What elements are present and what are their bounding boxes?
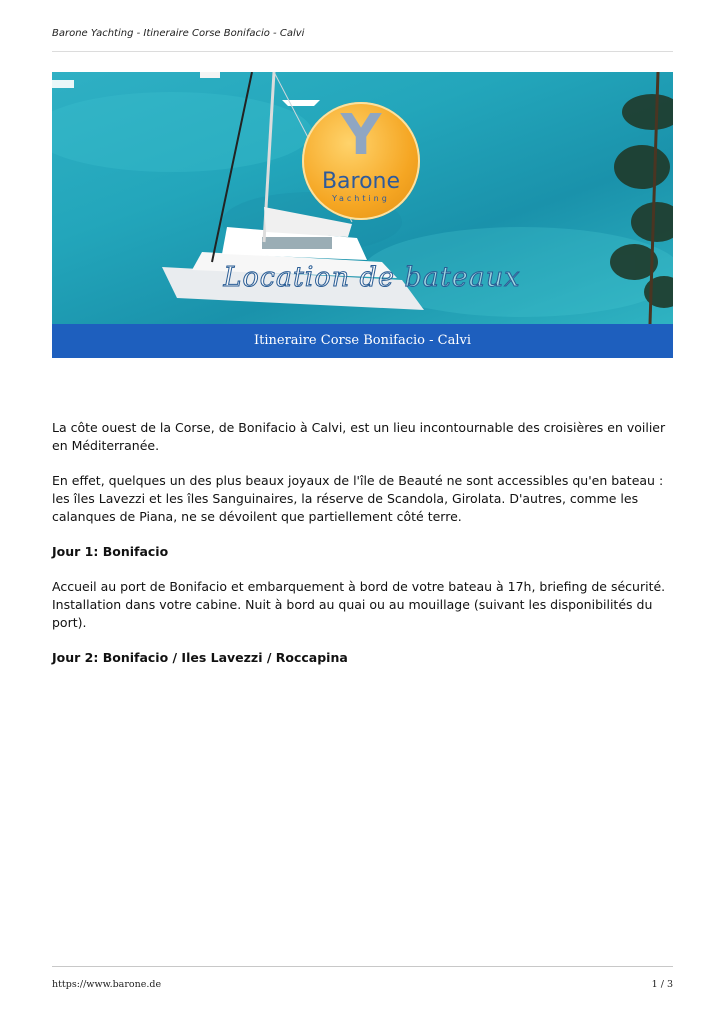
description-paragraph: En effet, quelques un des plus beaux joyaux de l'île de Beauté ne sont accessibles qu'en bateau : les îles Lavezzi et les îles Sanguinaires, la réserve de Scandola, Girolata. D'autres, comme les calanques de Piana, ne se dévoilent que partiellement côté terre. [52,473,664,524]
day1-paragraph: Accueil au port de Bonifacio et embarquement à bord de votre bateau à 17h, briefing de sécurité. Installation dans votre cabine. Nuit à bord au quai ou au mouillage (suivant les disponibilités du port). [52,579,666,630]
intro-paragraph: La côte ouest de la Corse, de Bonifacio à Calvi, est un lieu incontournable des croisières en voilier en Méditerranée. [52,420,666,453]
banner-caption: Itineraire Corse Bonifacio - Calvi [52,324,673,358]
footer-divider [52,966,673,967]
header-divider [52,51,673,52]
day2-heading: Jour 2: Bonifacio / Iles Lavezzi / Roccapina [52,650,348,665]
article-body [52,419,673,684]
day1-heading: Jour 1: Bonifacio [52,544,169,559]
banner-image [52,72,673,324]
page-number: 1 / 3 [651,979,673,990]
logo-name: Barone [321,169,401,194]
logo-letter: Y [340,103,382,168]
running-header: Barone Yachting - Itineraire Corse Bonifacio - Calvi [52,28,305,39]
footer-url[interactable]: https://www.barone.de [52,979,162,990]
banner-overlay-text: Location de bateaux [223,262,521,293]
logo-subtitle: Yachting [332,194,390,203]
barone-logo [302,102,420,220]
